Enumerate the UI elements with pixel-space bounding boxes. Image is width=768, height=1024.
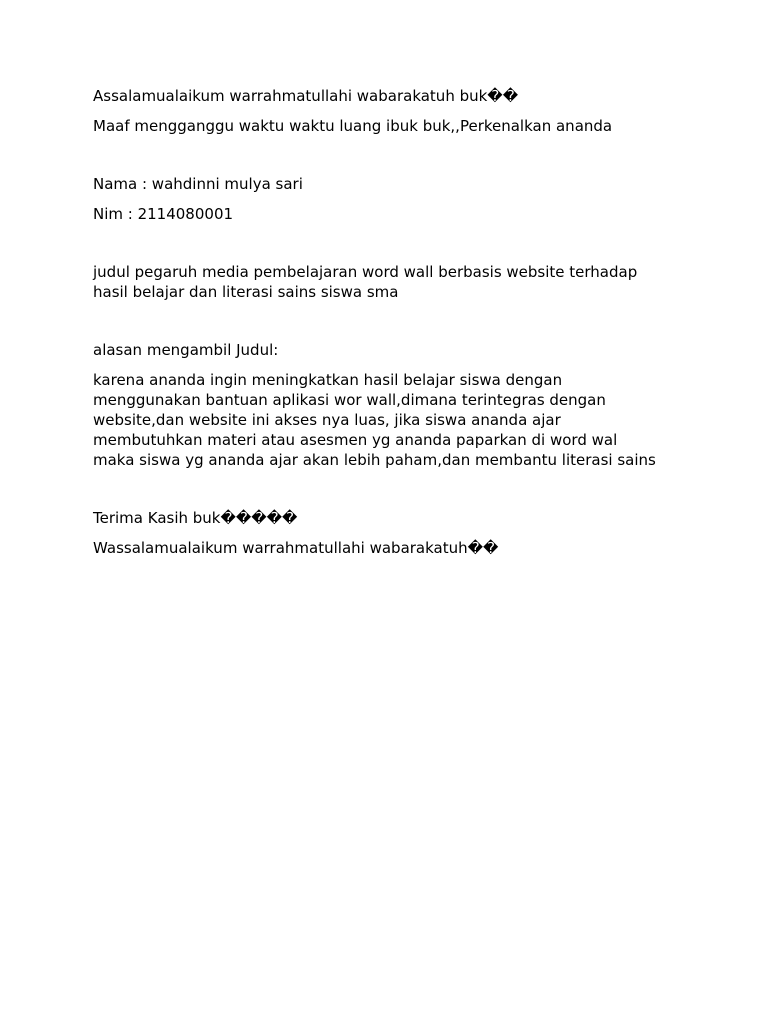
title-line-1: judul pegaruh media pembelajaran word wall berbasis website terhadap xyxy=(93,263,638,281)
title-line-2: hasil belajar dan literasi sains siswa sma xyxy=(93,283,399,301)
closing-line: Wassalamualaikum warrahmatullahi wabarakatuh�� xyxy=(93,539,499,557)
greeting-line: Assalamualaikum warrahmatullahi wabarakatuh buk�� xyxy=(93,87,519,105)
reason-line: menggunakan bantuan aplikasi wor wall,dimana terintegras dengan xyxy=(93,391,606,409)
reason-paragraph xyxy=(93,370,693,470)
blank-line xyxy=(93,146,693,174)
thanks-line: Terima Kasih buk����� xyxy=(93,509,298,527)
name-line: Nama : wahdinni mulya sari xyxy=(93,175,303,193)
intro-line: Maaf mengganggu waktu waktu luang ibuk buk,,Perkenalkan ananda xyxy=(93,117,613,135)
blank-line xyxy=(93,312,693,340)
letter-body xyxy=(93,86,693,568)
reason-line: maka siswa yg ananda ajar akan lebih paham,dan membantu literasi sains xyxy=(93,451,656,469)
blank-line xyxy=(93,234,693,262)
blank-line xyxy=(93,480,693,508)
reason-line: membutuhkan materi atau asesmen yg ananda paparkan di word wal xyxy=(93,431,618,449)
reason-heading: alasan mengambil Judul: xyxy=(93,341,279,359)
reason-line: website,dan website ini akses nya luas, jika siswa ananda ajar xyxy=(93,411,561,429)
reason-line: karena ananda ingin meningkatkan hasil belajar siswa dengan xyxy=(93,371,563,389)
title-paragraph xyxy=(93,262,693,302)
nim-line: Nim : 2114080001 xyxy=(93,205,234,223)
